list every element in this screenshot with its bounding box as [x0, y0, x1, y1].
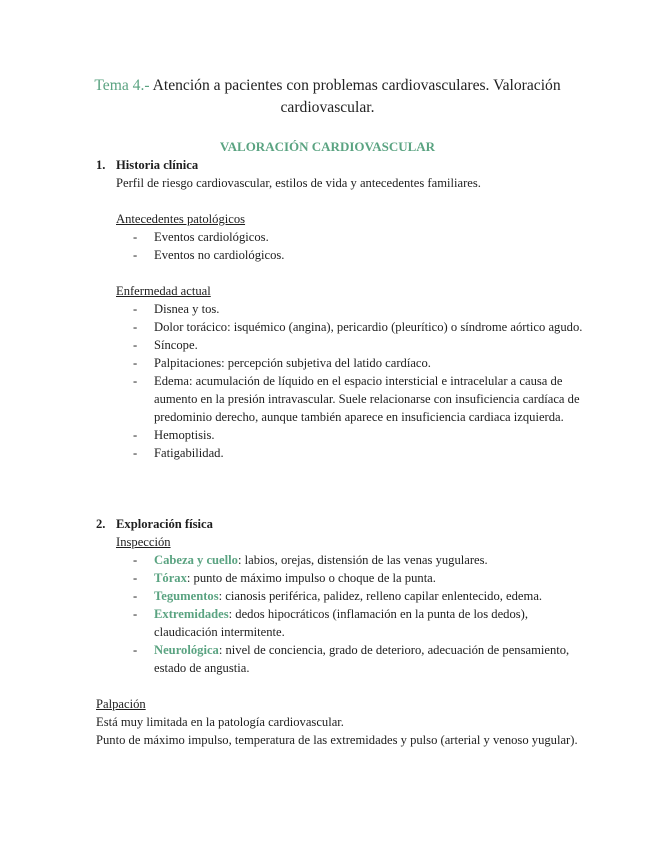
list-item: - Disnea y tos. [133, 302, 220, 316]
list-item: - Eventos no cardiológicos. [133, 248, 285, 262]
antecedentes-title: Antecedentes patológicos [116, 212, 246, 226]
list-item: - Fatigabilidad. [133, 446, 224, 460]
enfermedad-list [96, 300, 586, 462]
list-item: - Edema: acumulación de líquido en el espacio intersticial e intracelular a causa de aumento en la presión intravascular. Suele relacionarse con insuficiencia cardíaca de predominio derecho, aunque también aparece en insuficiencia cardiaca izquierda. [133, 374, 580, 424]
list-item: - Neurológica: nivel de conciencia, grado de deterioro, adecuación de pensamiento, estado de angustia. [133, 643, 570, 675]
list-item: - Tegumentos: cianosis periférica, palidez, relleno capilar enlentecido, edema. [133, 589, 543, 603]
section-1-heading [96, 156, 586, 174]
inspeccion-list [96, 551, 586, 677]
list-item: - Síncope. [133, 338, 198, 352]
section-1-number: 1. [96, 158, 106, 172]
enfermedad-title: Enfermedad actual [116, 284, 211, 298]
title-line-2: cardiovascular. [280, 99, 375, 116]
section-historia-clinica [96, 156, 586, 462]
section-exploracion-fisica [96, 515, 586, 749]
section-2-title: Exploración física [116, 517, 213, 531]
antecedentes-list [96, 228, 586, 264]
list-item: - Eventos cardiológicos. [133, 230, 269, 244]
list-item: - Hemoptisis. [133, 428, 215, 442]
palpacion-line-2: Punto de máximo impulso, temperatura de las extremidades y pulso (arterial y venoso yugular). [96, 733, 578, 747]
section-1-title: Historia clínica [116, 158, 199, 172]
inspeccion-title: Inspección [116, 535, 171, 549]
section-heading: VALORACIÓN CARDIOVASCULAR [219, 139, 436, 154]
list-item: - Cabeza y cuello: labios, orejas, distensión de las venas yugulares. [133, 553, 488, 567]
title-line-1: Atención a pacientes con problemas cardiovasculares. Valoración [149, 77, 561, 94]
list-item: - Palpitaciones: percepción subjetiva del latido cardíaco. [133, 356, 431, 370]
section-2-number: 2. [96, 517, 106, 531]
document-title [60, 75, 595, 119]
section-2-heading [96, 515, 586, 533]
list-item: - Dolor torácico: isquémico (angina), pericardio (pleurítico) o síndrome aórtico agudo. [133, 320, 583, 334]
palpacion-title: Palpación [96, 697, 146, 711]
palpacion-line-1: Está muy limitada en la patología cardiovascular. [96, 715, 344, 729]
list-item: - Tórax: punto de máximo impulso o choque de la punta. [133, 571, 436, 585]
section-1-intro: Perfil de riesgo cardiovascular, estilos de vida y antecedentes familiares. [116, 176, 481, 190]
list-item: - Extremidades: dedos hipocráticos (inflamación en la punta de los dedos), claudicación intermitente. [133, 607, 529, 639]
title-prefix: Tema 4.- [94, 77, 150, 94]
